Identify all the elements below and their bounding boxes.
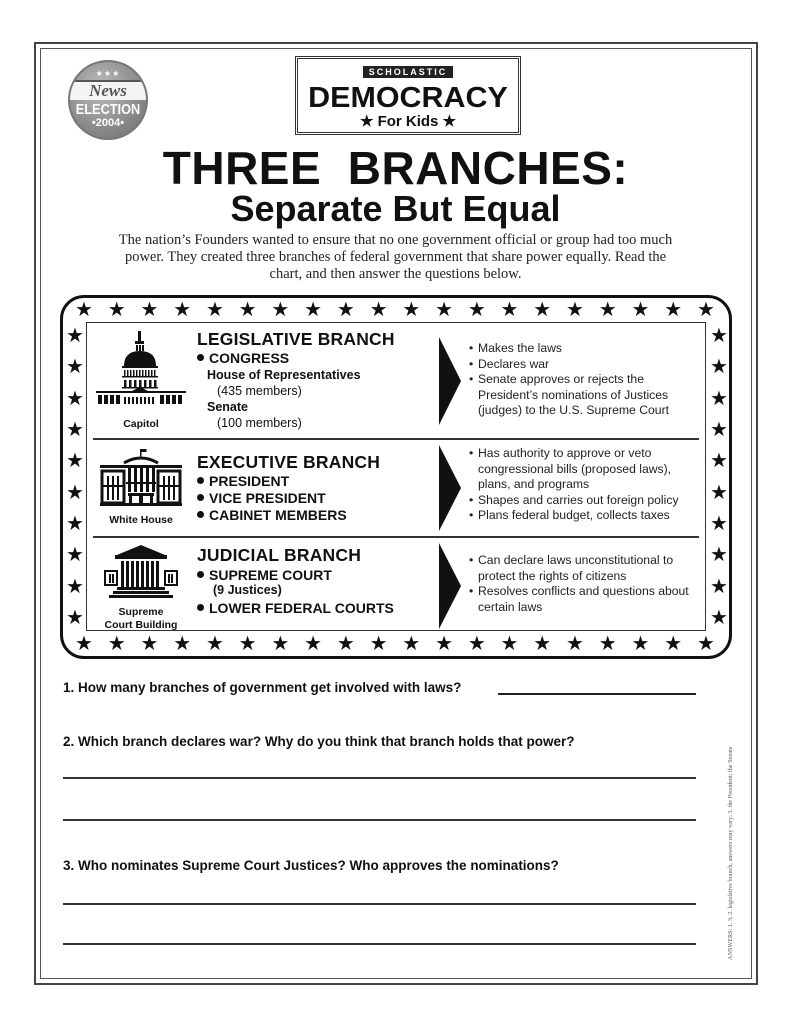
star-icon: ★ [66,387,84,410]
question-1: 1. How many branches of government get involved with laws? [63,680,462,695]
star-icon: ★ [710,387,728,410]
sub-justices-count: (9 Justices) [213,583,282,597]
white-house-icon [98,449,184,507]
supreme-court-icon [101,543,181,599]
star-icon: ★ [336,299,355,321]
judicial-branch-row [87,537,705,632]
star-icon: ★ [66,606,84,629]
scholastic-democracy-logo [295,56,521,135]
member-supreme-court: SUPREME COURT [197,567,332,584]
star-icon: ★ [566,299,584,321]
star-icon: ★ [271,299,290,321]
executive-branch-title: EXECUTIVE BRANCH [197,452,381,472]
star-icon: ★ [500,299,519,321]
answer-line-2b[interactable] [63,819,696,821]
supreme-court-label-line1: Supreme [118,606,164,618]
white-house-icon-area [91,449,191,527]
star-border-bottom [75,634,715,654]
star-icon: ★ [238,299,257,321]
intro-paragraph: The nation’s Founders wanted to ensure that no one government official or group had too much power. They created three branches of federal government that share power equally. Read the chart, and then answer the questions below. [118,232,673,282]
star-icon: ★ [710,325,728,347]
for-kids-tagline: ★ For Kids ★ [359,113,457,130]
executive-duties-list [469,446,701,524]
duty-item: • Senate approves or rejects the President’s nominations of Justices (judges) to the U.S. Supreme Court [469,372,701,419]
star-icon: ★ [696,299,715,321]
star-icon: ★ [369,633,388,655]
star-icon: ★ [402,633,421,655]
bullet-icon [197,494,204,501]
legislative-branch-title: LEGISLATIVE BRANCH [197,329,395,349]
star-icon: ★ [173,299,192,321]
star-icon: ★ [205,299,224,321]
answer-line-3a[interactable] [63,903,696,905]
duty-item: • Resolves conflicts and questions about certain laws [469,584,701,615]
star-icon: ★ [533,299,552,321]
star-icon: ★ [710,606,728,629]
democracy-wordmark: DEMOCRACY [308,82,508,114]
duty-item: • Makes the laws [469,341,701,357]
bullet-icon [197,604,204,611]
badge-stars: ★★★ [95,69,121,78]
question-3: 3. Who nominates Supreme Court Justices? Who approves the nominations? [63,858,559,873]
star-icon: ★ [336,633,355,655]
star-icon: ★ [140,633,159,655]
star-icon: ★ [369,299,388,321]
sub-senate-count: (100 members) [217,416,302,430]
star-icon: ★ [710,481,728,504]
page-subtitle: Separate But Equal [230,188,561,229]
star-icon: ★ [710,512,728,535]
bullet-icon [197,511,204,518]
sub-senate: Senate [207,400,248,414]
bullet-icon [197,571,204,578]
sub-house-count: (435 members) [217,384,302,398]
legislative-branch-row [87,323,705,439]
star-icon: ★ [402,299,421,321]
star-icon: ★ [66,575,84,598]
star-border-top [75,300,715,320]
branches-chart [86,322,706,631]
star-icon: ★ [205,633,224,655]
page-title: THREE BRANCHES: [162,142,629,194]
bullet-icon [197,354,204,361]
member-president: PRESIDENT [197,473,289,490]
star-border-right [710,326,728,628]
star-icon: ★ [710,418,728,441]
star-icon: ★ [500,633,519,655]
duty-item: • Declares war [469,357,701,373]
member-congress: CONGRESS [197,350,289,367]
star-icon: ★ [304,299,323,321]
star-icon: ★ [467,299,486,321]
badge-election-text: ELECTION [75,101,141,118]
star-icon: ★ [107,633,126,655]
star-icon: ★ [271,633,290,655]
star-icon: ★ [66,544,84,567]
answer-line-2a[interactable] [63,777,696,779]
star-icon: ★ [631,299,650,321]
duty-item: • Can declare laws unconstitutional to protect the rights of citizens [469,553,701,584]
answer-blank-1[interactable] [498,693,696,695]
star-icon: ★ [435,633,454,655]
star-icon: ★ [66,325,84,347]
supreme-court-icon-area [91,543,191,632]
star-icon: ★ [66,356,84,379]
badge-news-band [70,80,146,100]
star-icon: ★ [66,512,84,535]
star-icon: ★ [435,299,454,321]
question-2: 2. Which branch declares war? Why do you think that branch holds that power? [63,734,575,749]
duty-item: • Has authority to approve or veto congressional bills (proposed laws), plans, and programs [469,446,701,493]
star-icon: ★ [598,299,617,321]
star-icon: ★ [467,633,486,655]
executive-branch-row [87,439,705,537]
star-icon: ★ [710,575,728,598]
election-2004-badge [68,60,148,140]
star-icon: ★ [238,633,257,655]
star-icon: ★ [173,633,192,655]
member-cabinet: CABINET MEMBERS [197,507,347,524]
star-icon: ★ [710,450,728,473]
supreme-court-label-line2: Court Building [104,619,178,631]
star-icon: ★ [75,299,93,321]
star-icon: ★ [566,633,584,655]
star-icon: ★ [598,633,617,655]
star-icon: ★ [533,633,552,655]
capitol-label: Capitol [123,418,159,430]
star-icon: ★ [140,299,159,321]
scholastic-wordmark: SCHOLASTIC [363,66,454,78]
star-icon: ★ [664,299,683,321]
badge-news-text: News [89,81,127,100]
arrow-right-icon [439,543,461,629]
star-icon: ★ [66,481,84,504]
answer-line-3b[interactable] [63,943,696,945]
capitol-icon-area [91,329,191,431]
star-icon: ★ [664,633,683,655]
judicial-branch-title: JUDICIAL BRANCH [197,545,362,565]
star-icon: ★ [710,356,728,379]
duty-item: • Plans federal budget, collects taxes [469,508,701,524]
star-icon: ★ [75,633,93,655]
star-border-left [66,326,84,628]
star-icon: ★ [696,633,715,655]
duty-item: • Shapes and carries out foreign policy [469,493,701,509]
star-icon: ★ [107,299,126,321]
arrow-right-icon [439,337,461,425]
star-icon: ★ [304,633,323,655]
white-house-label: White House [109,514,173,526]
member-lower-courts: LOWER FEDERAL COURTS [197,600,394,617]
badge-year-text: •2004• [91,117,125,129]
answer-key-rotated: ANSWERS: 1. 3; 2. legislative branch, answers may vary; 3. the President; the Senate [727,746,734,960]
sub-house: House of Representatives [207,368,361,382]
bullet-icon [197,477,204,484]
star-icon: ★ [710,544,728,567]
capitol-icon [94,329,188,415]
legislative-duties-list [469,341,701,419]
judicial-duties-list [469,553,701,615]
arrow-right-icon [439,445,461,531]
star-icon: ★ [66,418,84,441]
star-icon: ★ [631,633,650,655]
member-vice-president: VICE PRESIDENT [197,490,326,507]
star-icon: ★ [66,450,84,473]
